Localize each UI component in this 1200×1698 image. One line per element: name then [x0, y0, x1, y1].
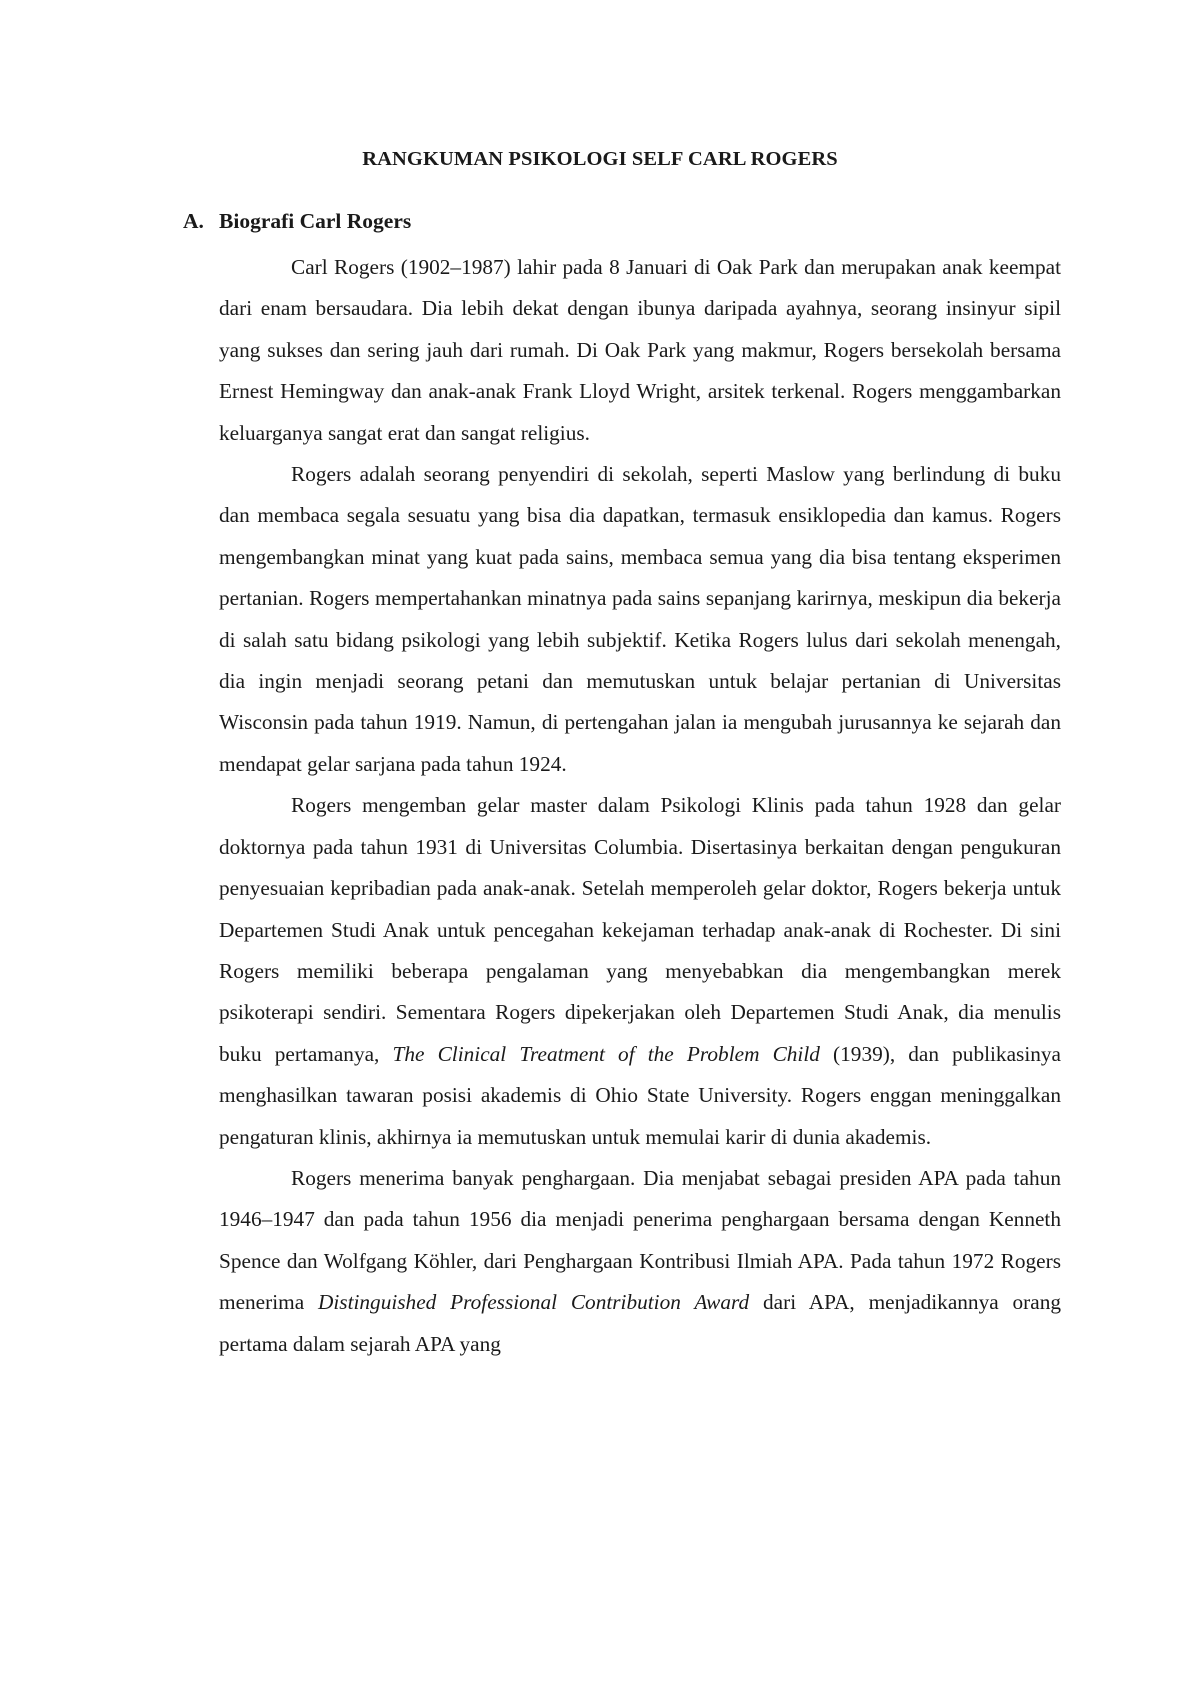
- section-heading-text: Biografi Carl Rogers: [219, 209, 412, 233]
- section-letter: A.: [183, 209, 204, 233]
- paragraph-4-text-end: dari APA, menjadikannya orang pertama dalam sejarah APA yang: [219, 1290, 1061, 1356]
- paragraph-4: [219, 1158, 1061, 1365]
- paragraph-2: Rogers adalah seorang penyendiri di sekolah, seperti Maslow yang berlindung di buku dan membaca segala sesuatu yang bisa dia dapatkan, termasuk ensiklopedia dan kamus. Rogers mengembangkan minat yang kuat pada sains, membaca semua yang dia bisa tentang eksperimen pertanian. Rogers mempertahankan minatnya pada sains sepanjang karirnya, meskipun dia bekerja di salah satu bidang psikologi yang lebih subjektif. Ketika Rogers lulus dari sekolah menengah, dia ingin menjadi seorang petani dan memutuskan untuk belajar pertanian di Universitas Wisconsin pada tahun 1919. Namun, di pertengahan jalan ia mengubah jurusannya ke sejarah dan mendapat gelar sarjana pada tahun 1924.: [219, 462, 1061, 776]
- paragraph-1: Carl Rogers (1902–1987) lahir pada 8 Januari di Oak Park dan merupakan anak keempat dari enam bersaudara. Dia lebih dekat dengan ibunya daripada ayahnya, seorang insinyur sipil yang sukses dan sering jauh dari rumah. Di Oak Park yang makmur, Rogers bersekolah bersama Ernest Hemingway dan anak-anak Frank Lloyd Wright, arsitek terkenal. Rogers menggambarkan keluarganya sangat erat dan sangat religius.: [219, 255, 1061, 445]
- document-title: RANGKUMAN PSIKOLOGI SELF CARL ROGERS: [362, 148, 838, 170]
- section-heading: [183, 206, 411, 236]
- paragraph-3-text-end: (1939), dan publikasinya menghasilkan tawaran posisi akademis di Ohio State University. Rogers enggan meninggalkan pengaturan klinis, akhirnya ia memutuskan untuk memulai karir di dunia akademis.: [219, 1041, 1061, 1149]
- document-body: [219, 247, 1061, 1365]
- paragraph-3: [219, 785, 1061, 1158]
- paragraph-4-text-start: Rogers menerima banyak penghargaan. Dia menjabat sebagai presiden APA pada tahun 1946–1947 dan pada tahun 1956 dia menjadi penerima penghargaan bersama dengan Kenneth Spence dan Wolfgang Köhler, dari Penghargaan Kontribusi Ilmiah APA. Pada tahun 1972 Rogers menerima: [219, 1165, 1061, 1315]
- paragraph-3-text-start: Rogers mengemban gelar master dalam Psikologi Klinis pada tahun 1928 dan gelar doktornya pada tahun 1931 di Universitas Columbia. Disertasinya berkaitan dengan pengukuran penyesuaian kepribadian pada anak-anak. Setelah memperoleh gelar doktor, Rogers bekerja untuk Departemen Studi Anak untuk pencegahan kekejaman terhadap anak-anak di Rochester. Di sini Rogers memiliki beberapa pengalaman yang menyebabkan dia mengembangkan merek psikoterapi sendiri. Sementara Rogers dipekerjakan oleh Departemen Studi Anak, dia menulis buku pertamanya,: [219, 793, 1061, 1066]
- book-title: The Clinical Treatment of the Problem Child: [392, 1041, 820, 1066]
- award-name: Distinguished Professional Contribution Award: [317, 1290, 750, 1315]
